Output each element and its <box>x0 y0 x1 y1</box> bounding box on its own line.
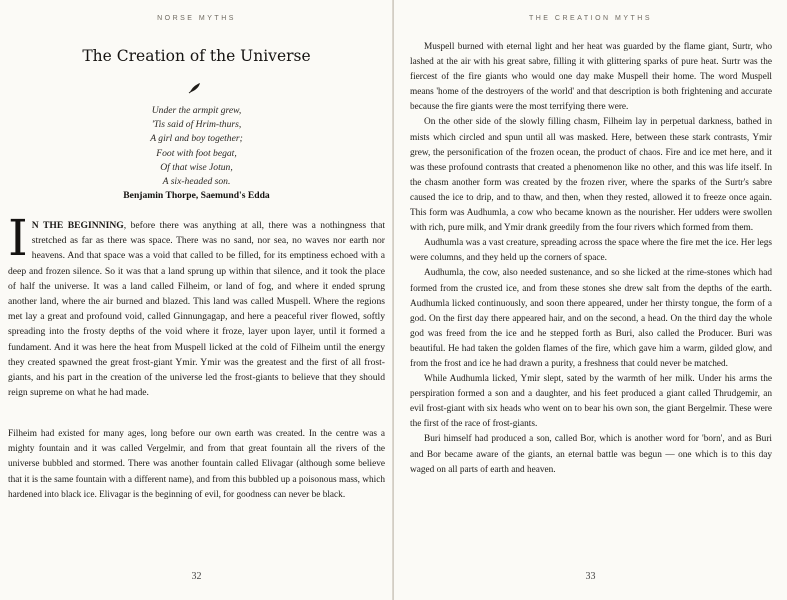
right-text-column <box>410 40 772 478</box>
epigraph-line: A girl and boy together; <box>150 133 243 145</box>
body-paragraph: Audhumla was a vast creature, spreading across the space where the fire met the ice. Her legs were columns, and they held up the corners of space. <box>410 238 772 264</box>
lead-in: N THE BEGINNING <box>31 220 124 231</box>
running-head-right: THE CREATION MYTHS <box>528 15 653 22</box>
epigraph-source: Benjamin Thorpe, Saemund's Edda <box>123 190 270 202</box>
page-number-right: 33 <box>585 571 596 582</box>
body-paragraph: Filheim had existed for many ages, long before our own earth was created. In the centre was a mighty fountain and it was called Vergelmir, and from that great fountain all the rivers of the universe bubbled and stormed. There was another fountain called Elivagar (although some believe that it is the same fountain with a different name), and from this bubbled up a poisonous mass, which hardened into black ice. Elivagar is the beginning of evil, for goodness can never be black. <box>8 429 385 500</box>
leaf-ornament-icon <box>188 82 202 94</box>
epigraph-line: A six-headed son. <box>162 176 231 188</box>
body-paragraph: On the other side of the slowly filling chasm, Filheim lay in perpetual darkness, bathed in mists which circled and spun until all was masked. Here, between these stark contrasts, Ymir grew, the personification of the frozen ocean, the product of chaos. Fire and ice met here, and it was these profound contrasts that created a phenomenon like no other, and this was life itself. In the chasm another form was created by the frozen river, where the sparks of the Surtr's sabre caused the ice to drip, and to thaw, and then, when they rested, allowed it to freeze once again. This form was Audhumla, a cow who became known as the nourisher. Her udders were swollen with rich, pure milk, and Ymir drank greedily from the four rivers which formed from them. <box>410 117 772 234</box>
body-paragraph: Audhumla, the cow, also needed sustenance, and so she licked at the rime-stones which had formed from the crusted ice, and from these stones she drew salt from the depths of the earth. Audhumla licked continuously, and soon there appeared, under her thirsty tongue, the form of a god. On the first day there appeared hair, and on the second, a head. On the third day the whole god was freed from the ice and he stepped forth as Buri, also called the Producer. Buri was beautiful. He had taken the golden flames of the fire, which gave him a warm, gilded glow, and from the frost and ice he had drawn a purity, a freshness that could never be matched. <box>410 268 772 369</box>
body-paragraph: Muspell burned with eternal light and her heat was guarded by the flame giant, Surtr, who lashed at the air with his great sabre, filling it with glittering sparks of pure heat. Surtr was the fiercest of the fire giants who would one day make Muspell their home. The word Muspell means 'home of the destroyers of the world' and that description is both frightening and accurate because the fire giants were the most terrifying there were. <box>410 42 772 113</box>
epigraph-line: Under the armpit grew, <box>151 105 242 116</box>
drop-cap: I <box>8 209 28 267</box>
running-head-left: NORSE MYTHS <box>157 15 236 22</box>
epigraph-line: Of that wise Jotun, <box>160 161 233 173</box>
body-paragraph: Buri himself had produced a son, called Bor, which is another word for 'born', and as Buri and Bor became aware of the giants, an eternal battle was begun — one which is to this day waged on all parts of earth and heaven. <box>410 434 772 475</box>
left-page <box>0 0 393 600</box>
page-number-left: 32 <box>191 571 202 582</box>
opening-text: , before there was anything at all, there was a nothingness that stretched as far as there was space. There was no sand, nor sea, no waves nor earth nor heavens. And that space was a void that called to be filled, for its emptiness echoed with a deep and frozen silence. So it was that a land sprung up within that silence, and it took the place of half the universe. It was a land called Filheim, or land of fog, and where it ended sprung another land, where the air burned and blazed. This land was called Muspell. Where the regions met lay a great and profound void, called Ginnungagap, and here a peaceful river flowed, softly spreading into the frosty depths of the void where it froze, layer upon layer, until it formed a fundament. And it was here the heat from Muspell licked at the cold of Filheim until the energy they created spawned the great frost-giant Ymir. Ymir was the greatest and the first of all frost-giants, and his part in the creation of the universe led the frost-giants to believe that they should reign supreme on what he had made. <box>8 220 385 399</box>
epigraph <box>0 104 393 203</box>
opening-paragraph <box>8 209 385 400</box>
epigraph-line: Foot with foot begat, <box>156 147 237 159</box>
body-paragraph: While Audhumla licked, Ymir slept, sated by the warmth of her milk. Under his arms the perspiration formed a son and a daughter, and his feet produced a giant called Thrudgemir, an evil frost-giant with six heads who went on to bear his own son, the giant Bergelmir. These were the first of the race of frost-giants. <box>410 374 772 430</box>
epigraph-line: 'Tis said of Hrim-thurs, <box>151 119 242 131</box>
right-page <box>394 0 787 600</box>
chapter-title: The Creation of the Universe <box>82 47 311 65</box>
